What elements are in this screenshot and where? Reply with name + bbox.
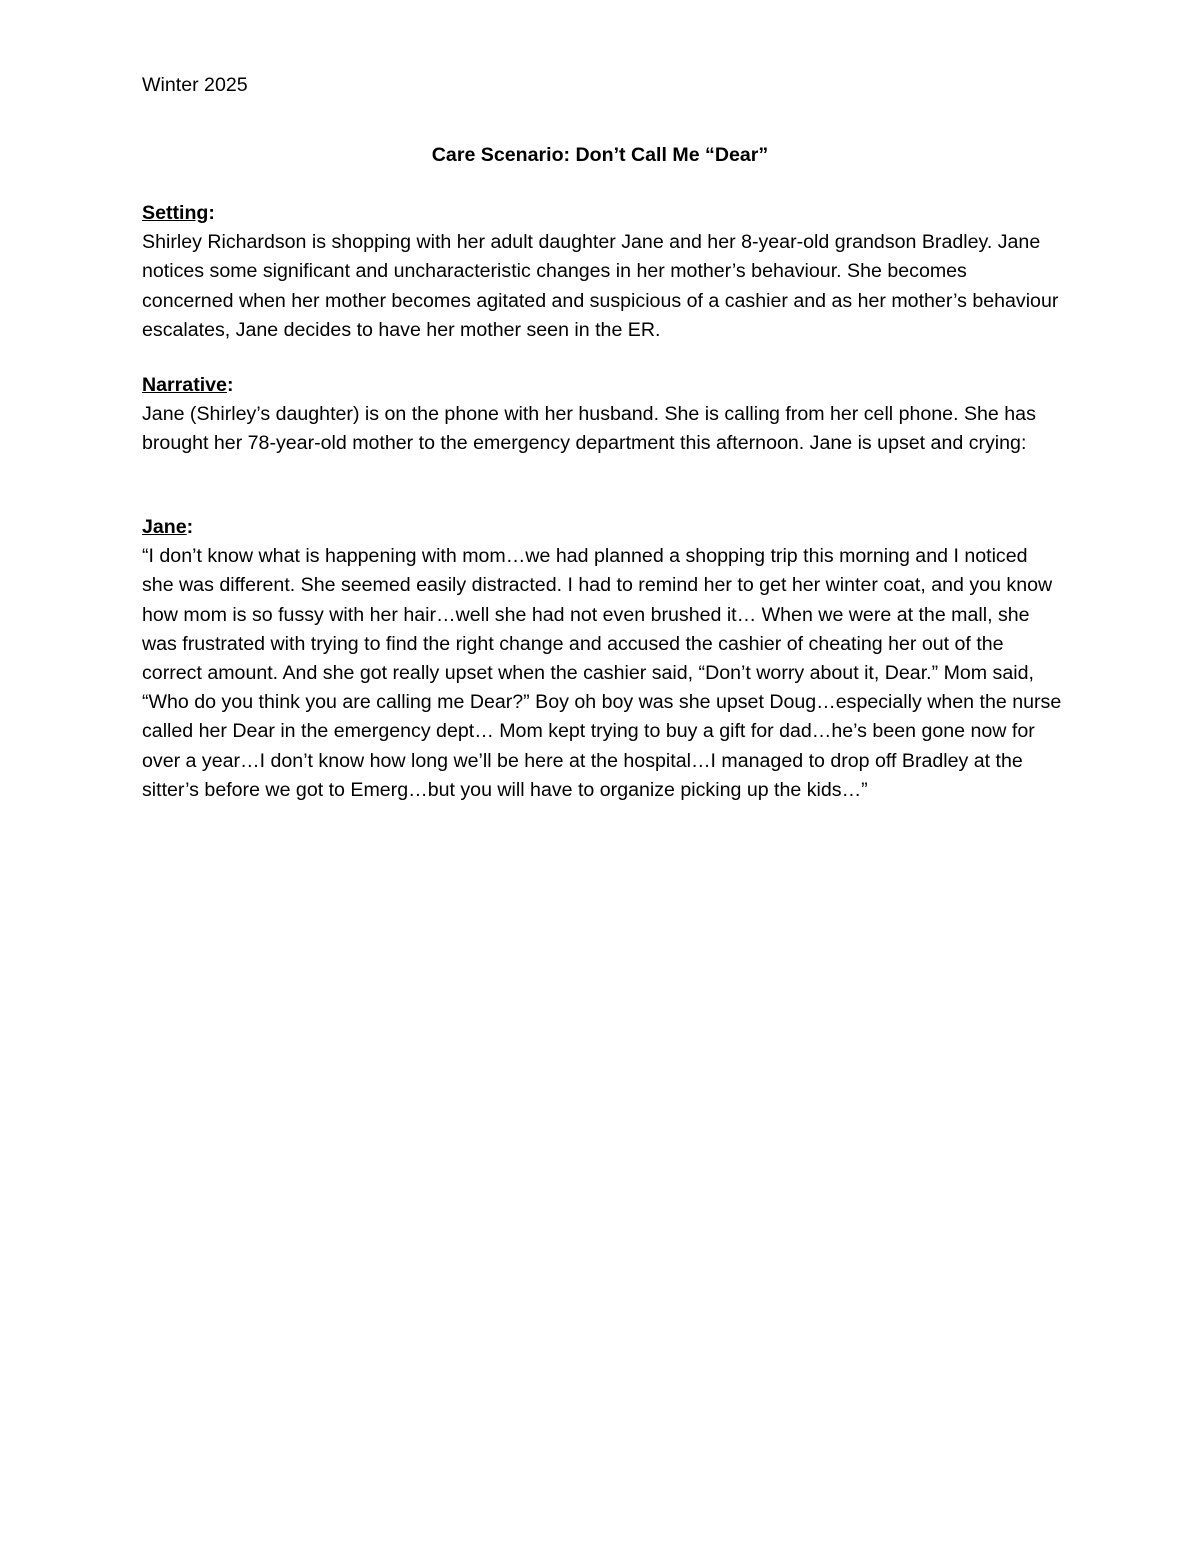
jane-section [142,513,1062,805]
setting-body: Shirley Richardson is shopping with her adult daughter Jane and her 8-year-old grandson Bradley. Jane notices some significant and uncharacteristic changes in her mother’s behaviour. She becomes concerned when her mother becomes agitated and suspicious of a cashier and as her mother’s behaviour escalates, Jane decides to have her mother seen in the ER. [142,231,1059,341]
jane-quote-body: “I don’t know what is happening with mom…we had planned a shopping trip this morning and I noticed she was different. She seemed easily distracted. I had to remind her to get her winter coat, and you know how mom is so fussy with her hair…well she had not even brushed it… When we were at the mall, she was frustrated with trying to find the right change and accused the cashier of cheating her out of the correct amount. And she got really upset when the cashier said, “Don’t worry about it, Dear.” Mom said, “Who do you think you are calling me Dear?” Boy oh boy was she upset Doug…especially when the nurse called her Dear in the emergency dept… Mom kept trying to buy a gift for dad…he’s been gone now for over a year…I don’t know how long we’ll be here at the hospital…I managed to drop off Bradley at the sitter’s before we got to Emerg…but you will have to organize picking up the kids…” [142,545,1062,801]
jane-heading-label: Jane [142,516,187,538]
document-title: Care Scenario: Don’t Call Me “Dear” [431,144,769,166]
setting-heading-label: Setting [142,202,209,224]
setting-section [142,199,1062,345]
narrative-heading-label: Narrative [142,374,227,396]
narrative-section [142,371,1062,459]
narrative-heading: Narrative: [142,374,234,396]
setting-heading: Setting: [142,202,215,224]
term-header: Winter 2025 [142,74,248,96]
jane-heading: Jane: [142,516,194,538]
narrative-body: Jane (Shirley’s daughter) is on the phone with her husband. She is calling from her cell phone. She has brought her 78-year-old mother to the emergency department this afternoon. Jane is upset and crying: [142,403,1036,455]
